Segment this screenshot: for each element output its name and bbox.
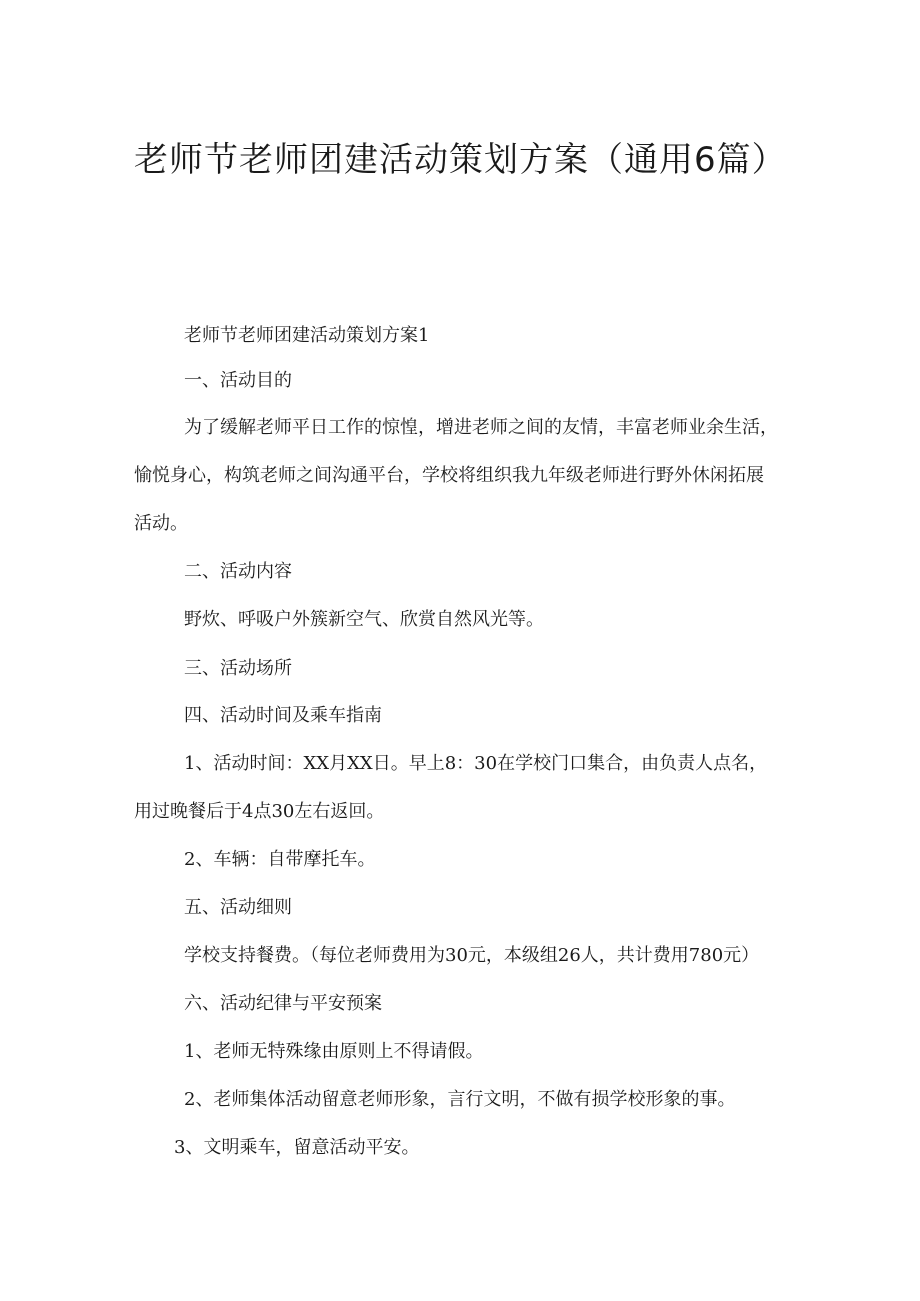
document-title: 老师节老师团建活动策划方案（通用6篇）: [134, 140, 787, 180]
paragraph-line: 2、老师集体活动留意老师形象，言行文明，不做有损学校形象的事。: [184, 1089, 736, 1110]
section-heading-rules: 五、活动细则: [184, 897, 292, 918]
paragraph-line: 1、活动时间：XX月XX日。早上8：30在学校门口集合，由负责人点名，: [184, 753, 768, 774]
section-heading-discipline: 六、活动纪律与平安预案: [184, 993, 382, 1014]
paragraph-line: 野炊、呼吸户外簇新空气、欣赏自然风光等。: [184, 609, 544, 630]
paragraph-line: 愉悦身心，构筑老师之间沟通平台，学校将组织我九年级老师进行野外休闲拓展: [134, 465, 764, 486]
section-heading-venue: 三、活动场所: [184, 658, 292, 679]
section-heading-content: 二、活动内容: [184, 561, 292, 582]
section-heading-time: 四、活动时间及乘车指南: [184, 705, 382, 726]
paragraph-line: 1、老师无特殊缘由原则上不得请假。: [184, 1041, 484, 1062]
paragraph-line: 用过晚餐后于4点30左右返回。: [134, 801, 385, 822]
section-heading-purpose: 一、活动目的: [184, 370, 292, 391]
paragraph-line: 2、车辆：自带摩托车。: [184, 849, 376, 870]
paragraph-line: 3、文明乘车，留意活动平安。: [174, 1137, 420, 1158]
paragraph-line: 为了缓解老师平日工作的惊惶，增进老师之间的友情，丰富老师业余生活，: [184, 417, 778, 438]
paragraph-line: 学校支持餐费。（每位老师费用为30元，本级组26人，共计费用780元）: [184, 945, 760, 966]
section-heading-plan-1: 老师节老师团建活动策划方案1: [184, 325, 430, 346]
paragraph-line: 活动。: [134, 513, 188, 534]
